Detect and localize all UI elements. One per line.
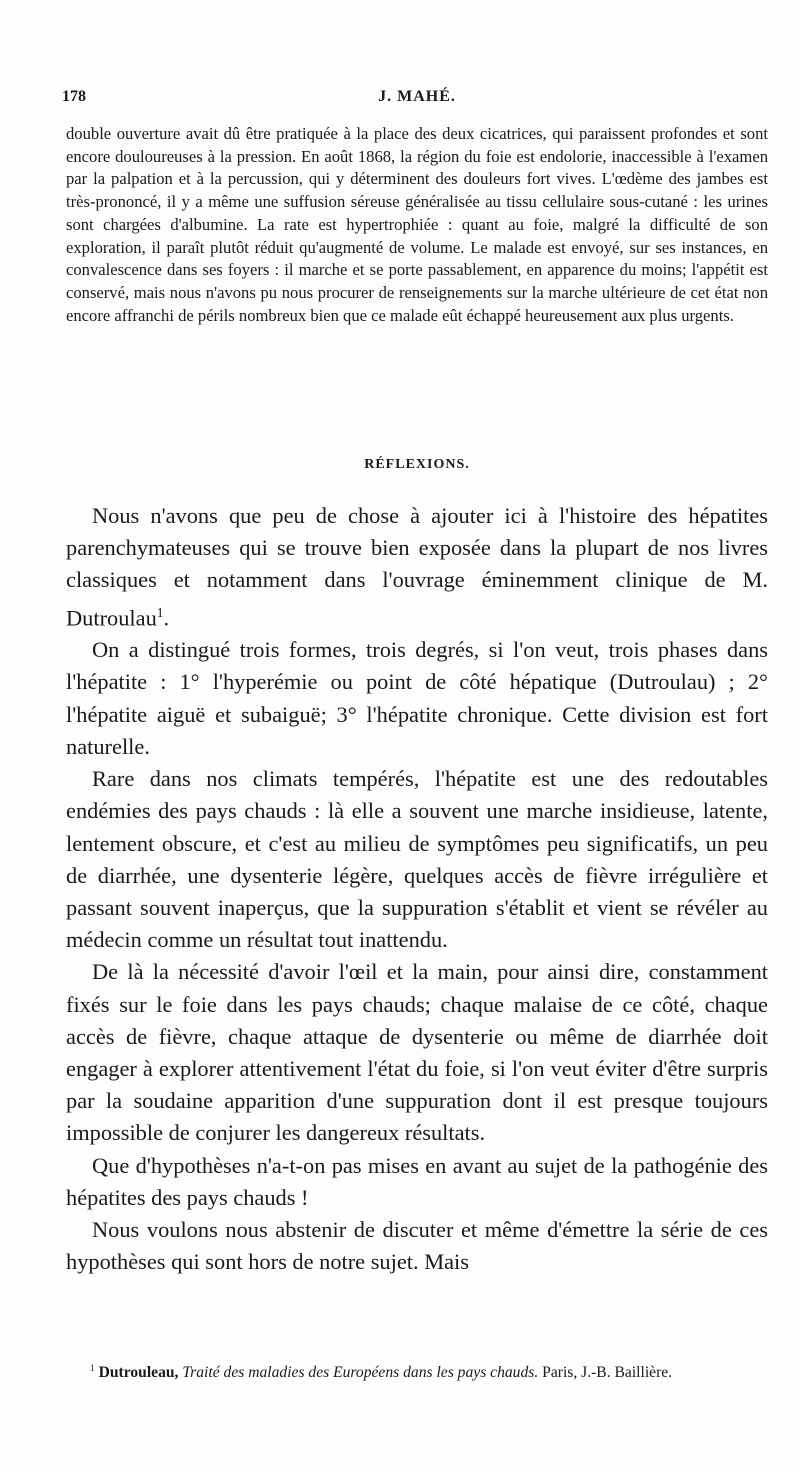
page-number: 178 (62, 88, 86, 105)
footnote-title: Traité des maladies des Européens dans les pays chauds. (182, 1364, 539, 1382)
paragraph-3: Rare dans nos climats tempérés, l'hépatite est une des redoutables endémies des pays chauds : là elle a souvent une marche insidieuse, latente, lentement obscure, et c'est au milieu de symptômes peu significatifs, un peu de diarrhée, une dysenterie légère, quelques accès de fièvre irrégulière et passant souvent inaperçus, que la suppuration s'établit et vient se révéler au médecin comme un résultat tout inattendu. (66, 766, 768, 953)
paragraph-4: De là la nécessité d'avoir l'œil et la main, pour ainsi dire, constamment fixés sur le foie dans les pays chauds; chaque malaise de ce côté, chaque accès de fièvre, chaque attaque de dysenterie ou même de diarrhée doit engager à explorer attentivement l'état du foie, si l'on veut éviter d'être surpris par la soudaine apparition d'une suppuration dont il est presque toujours impossible de conjurer les dangereux résultats. (66, 959, 768, 1146)
paragraph-5: Que d'hypothèses n'a-t-on pas mises en avant au sujet de la pathogénie des hépatites des pays chauds ! (66, 1152, 768, 1210)
paragraph-6: Nous voulons nous abstenir de discuter et même d'émettre la série de ces hypothèses qui sont hors de notre sujet. Mais (66, 1216, 768, 1275)
reflections-body (66, 500, 768, 1278)
footnote-publisher: Paris, J.-B. Baillière. (542, 1364, 673, 1382)
book-page (62, 0, 768, 1466)
footnote (66, 1358, 768, 1384)
paragraph-1 (66, 500, 768, 634)
paragraph-1-text: Nous n'avons que peu de chose à ajouter ici à l'histoire des hépatites parenchymateuses qui se trouve bien exposée dans la plupart de nos livres classiques et notamment dans l'ouvrage éminemment clinique de M. Dutroulau (66, 503, 768, 631)
footnote-text (66, 1358, 768, 1384)
footnote-reference: 1 (156, 604, 164, 620)
case-report-continuation (66, 123, 768, 327)
section-heading: RÉFLEXIONS. (364, 457, 470, 472)
running-header (62, 88, 768, 112)
running-title: J. MAHÉ. (378, 88, 456, 105)
footnote-author: Dutrouleau, (98, 1364, 179, 1382)
paragraph-1-end: . (163, 605, 170, 631)
continuation-paragraph: double ouverture avait dû être pratiquée à la place des deux cicatrices, qui paraissent profondes et sont encore douloureuses à la pression. En août 1868, la région du foie est endolorie, inaccessible à l'examen par la palpation et à la percussion, qui y déterminent des douleurs fort vives. L'œdème des jambes est très-prononcé, il y a même une suffusion séreuse généralisée au tissu cellulaire sous-cutané : les urines sont chargées d'albumine. La rate est hypertrophiée : quant au foie, malgré la difficulté de son exploration, il paraît plutôt réduit qu'augmenté de volume. Le malade est envoyé, sur ses instances, en convalescence dans ses foyers : il marche et se porte passablement, en apparence du moins; l'appétit est conservé, mais nous n'avons pu nous procurer de renseignements sur la marche ultérieure de cet état non encore affranchi de périls nombreux bien que ce malade eût échappé heureusement aux plus urgents. (66, 124, 768, 325)
footnote-marker: 1 (90, 1364, 95, 1374)
paragraph-2: On a distingué trois formes, trois degrés, si l'on veut, trois phases dans l'hépatite : 1° l'hyperémie ou point de côté hépatique (Dutroulau) ; 2° l'hépatite aiguë et subaiguë; 3° l'hépatite chronique. Cette division est fort naturelle. (66, 637, 768, 759)
